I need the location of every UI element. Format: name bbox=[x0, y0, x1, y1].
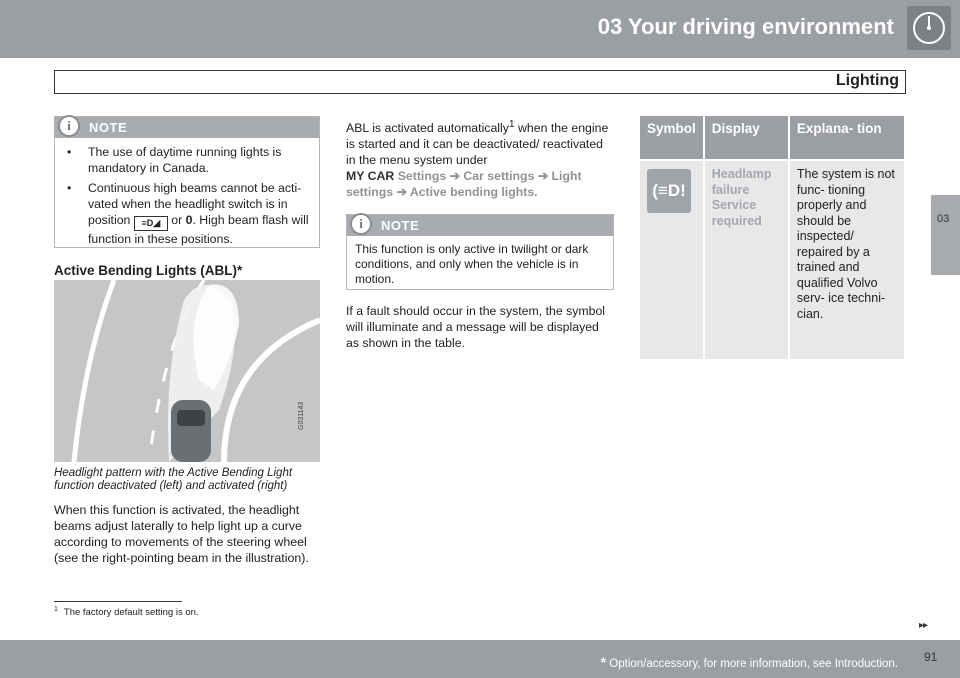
switch-position-zero: 0 bbox=[185, 213, 193, 227]
footnote bbox=[54, 606, 199, 618]
column-header: Explana- tion bbox=[789, 116, 904, 160]
table-header-row bbox=[640, 116, 904, 160]
footer-text: Option/accessory, for more information, see Introduction. bbox=[606, 658, 898, 670]
note-list bbox=[55, 144, 319, 247]
footer-note bbox=[601, 654, 898, 670]
abl-activation-text bbox=[346, 117, 614, 200]
list-item: • The use of daytime running lights is mandatory in Canada. bbox=[67, 144, 319, 176]
section-bar bbox=[54, 70, 906, 94]
abl-illustration bbox=[54, 280, 320, 462]
footnote-text: The factory default setting is on. bbox=[63, 607, 199, 619]
symbol-cell bbox=[640, 160, 704, 359]
column-header: Symbol bbox=[640, 116, 704, 160]
chapter-header bbox=[0, 0, 960, 58]
asterisk: * bbox=[600, 654, 607, 670]
paragraph-text: ABL is activated automatically bbox=[346, 121, 509, 136]
page-footer bbox=[0, 640, 960, 678]
note-header bbox=[55, 117, 319, 138]
list-item-text: Continuous high beams cannot be acti- vated when the headlight switch is in bbox=[88, 181, 302, 211]
note-text: This function is only active in twilight or dark conditions, and only when the vehicle is in motion. bbox=[355, 242, 589, 286]
info-icon: i bbox=[58, 115, 80, 137]
headlight-switch-icon: ≡D◢ bbox=[134, 216, 168, 231]
section-title: Lighting bbox=[835, 72, 899, 89]
footnote-number: 1 bbox=[54, 606, 58, 613]
column-header: Display bbox=[704, 116, 789, 160]
list-item-text: position bbox=[88, 213, 134, 227]
note-box-twilight bbox=[346, 214, 614, 290]
table-row bbox=[640, 160, 904, 359]
menu-path: Settings ➔ Car settings ➔ Light settings ➔ Active bending lights. bbox=[346, 169, 582, 200]
symbol-table bbox=[640, 116, 904, 359]
chapter-tab-label: 03 bbox=[937, 213, 950, 225]
note-label: NOTE bbox=[381, 218, 420, 233]
list-item-text: . High beam flash will function in these positions. bbox=[88, 213, 309, 246]
fault-text: If a fault should occur in the system, the symbol will illuminate and a message will be displayed as shown in the table. bbox=[346, 304, 606, 350]
note-label: NOTE bbox=[89, 120, 128, 135]
illustration-caption: Headlight pattern with the Active Bending Light function deactivated (left) and activated (right) bbox=[54, 467, 293, 492]
menu-path-root: MY CAR bbox=[346, 169, 395, 184]
footnote-divider bbox=[54, 601, 182, 602]
speedometer-icon bbox=[907, 6, 951, 50]
note-box-daytime-lights bbox=[54, 116, 320, 248]
list-item bbox=[67, 180, 319, 247]
next-page-arrows[interactable]: ▸▸ bbox=[919, 620, 928, 631]
chapter-title: 03 Your driving environment bbox=[597, 14, 894, 39]
note-header bbox=[347, 215, 613, 236]
explanation-cell: The system is not func- tioning properly and should be inspected/ repaired by a trained and qualified Volvo serv- ice techni- cian. bbox=[789, 160, 904, 359]
info-icon: i bbox=[350, 213, 372, 235]
chapter-tab[interactable] bbox=[931, 195, 960, 275]
footnote-ref[interactable]: 1 bbox=[508, 119, 515, 130]
display-cell: Headlamp failure Service required bbox=[704, 160, 789, 359]
page-number: 91 bbox=[924, 650, 938, 664]
abl-heading: Active Bending Lights (ABL)* bbox=[54, 263, 243, 278]
illustration-code: G031143 bbox=[298, 401, 305, 430]
list-item-text: or bbox=[167, 213, 186, 227]
paragraph-text: when the engine is started and it can be deactivated/ reactivated in the menu system under bbox=[346, 121, 609, 168]
headlamp-warning-icon: (≡D! bbox=[647, 169, 691, 213]
abl-description: When this function is activated, the headlight beams adjust laterally to help light up a curve according to movements of the steering wheel (see the right-pointing beam in the illustration). bbox=[54, 503, 309, 565]
